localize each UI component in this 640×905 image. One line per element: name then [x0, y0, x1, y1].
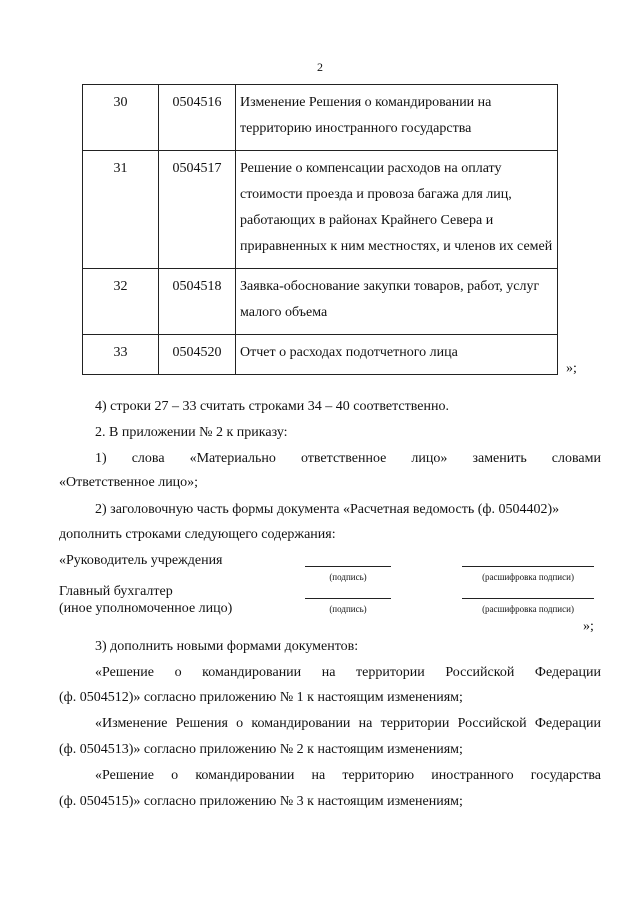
doc-3-line1: «Решение о командировании на территорию иностранного государства	[95, 768, 601, 783]
form-code: 0504518	[159, 269, 236, 335]
signature-caption: (подпись)	[329, 572, 367, 582]
subitem-1-line2: «Ответственное лицо»;	[59, 475, 199, 490]
form-code: 0504517	[159, 151, 236, 269]
row-number: 32	[83, 269, 159, 335]
doc-1-line1: «Решение о командировании на территории Российской Федерации	[95, 665, 601, 680]
doc-3-line2: (ф. 0504515)» согласно приложению № 3 к настоящим изменениям;	[59, 794, 463, 809]
form-name: Изменение Решения о командировании на территорию иностранного государства	[236, 85, 558, 151]
table-close-quote: »;	[566, 361, 577, 376]
decoding-line	[462, 598, 594, 599]
doc-1-line2: (ф. 0504512)» согласно приложению № 1 к настоящим изменениям;	[59, 690, 463, 705]
signature-head-label: «Руководитель учреждения	[59, 553, 223, 568]
signature-close-quote: »;	[583, 619, 594, 634]
subitem-1-line1: 1) слова «Материально ответственное лицо» заменить словами	[95, 451, 601, 466]
doc-2-line2: (ф. 0504513)» согласно приложению № 2 к настоящим изменениям;	[59, 742, 463, 757]
table-row	[83, 269, 558, 335]
signature-other-person-label: (иное уполномоченное лицо)	[59, 601, 233, 616]
section-2-heading: 2. В приложении № 2 к приказу:	[95, 425, 288, 440]
form-code: 0504520	[159, 335, 236, 375]
decoding-caption: (расшифровка подписи)	[482, 572, 574, 582]
table-row	[83, 335, 558, 375]
signature-caption: (подпись)	[329, 604, 367, 614]
subitem-2-line2: дополнить строками следующего содержания:	[59, 527, 336, 542]
page-number: 2	[317, 60, 323, 74]
subitem-3: 3) дополнить новыми формами документов:	[95, 639, 359, 654]
table-row	[83, 85, 558, 151]
signature-line	[305, 598, 391, 599]
decoding-caption: (расшифровка подписи)	[482, 604, 574, 614]
decoding-line	[462, 566, 594, 567]
subitem-2-line1: 2) заголовочную часть формы документа «Расчетная ведомость (ф. 0504402)»	[95, 502, 560, 517]
doc-2-line1: «Изменение Решения о командировании на территории Российской Федерации	[95, 716, 601, 731]
item-4: 4) строки 27 – 33 считать строками 34 – 40 соответственно.	[95, 399, 449, 414]
row-number: 30	[83, 85, 159, 151]
table-row	[83, 151, 558, 269]
signature-line	[305, 566, 391, 567]
row-number: 31	[83, 151, 159, 269]
form-name: Заявка-обоснование закупки товаров, работ, услуг малого объема	[236, 269, 558, 335]
forms-table	[82, 84, 558, 375]
row-number: 33	[83, 335, 159, 375]
form-name: Решение о компенсации расходов на оплату стоимости проезда и провоза багажа для лиц, работающих в районах Крайнего Севера и приравненных к ним местностях, и членов их семей	[236, 151, 558, 269]
form-code: 0504516	[159, 85, 236, 151]
signature-chief-accountant-label: Главный бухгалтер	[59, 584, 173, 599]
form-name: Отчет о расходах подотчетного лица	[236, 335, 558, 375]
